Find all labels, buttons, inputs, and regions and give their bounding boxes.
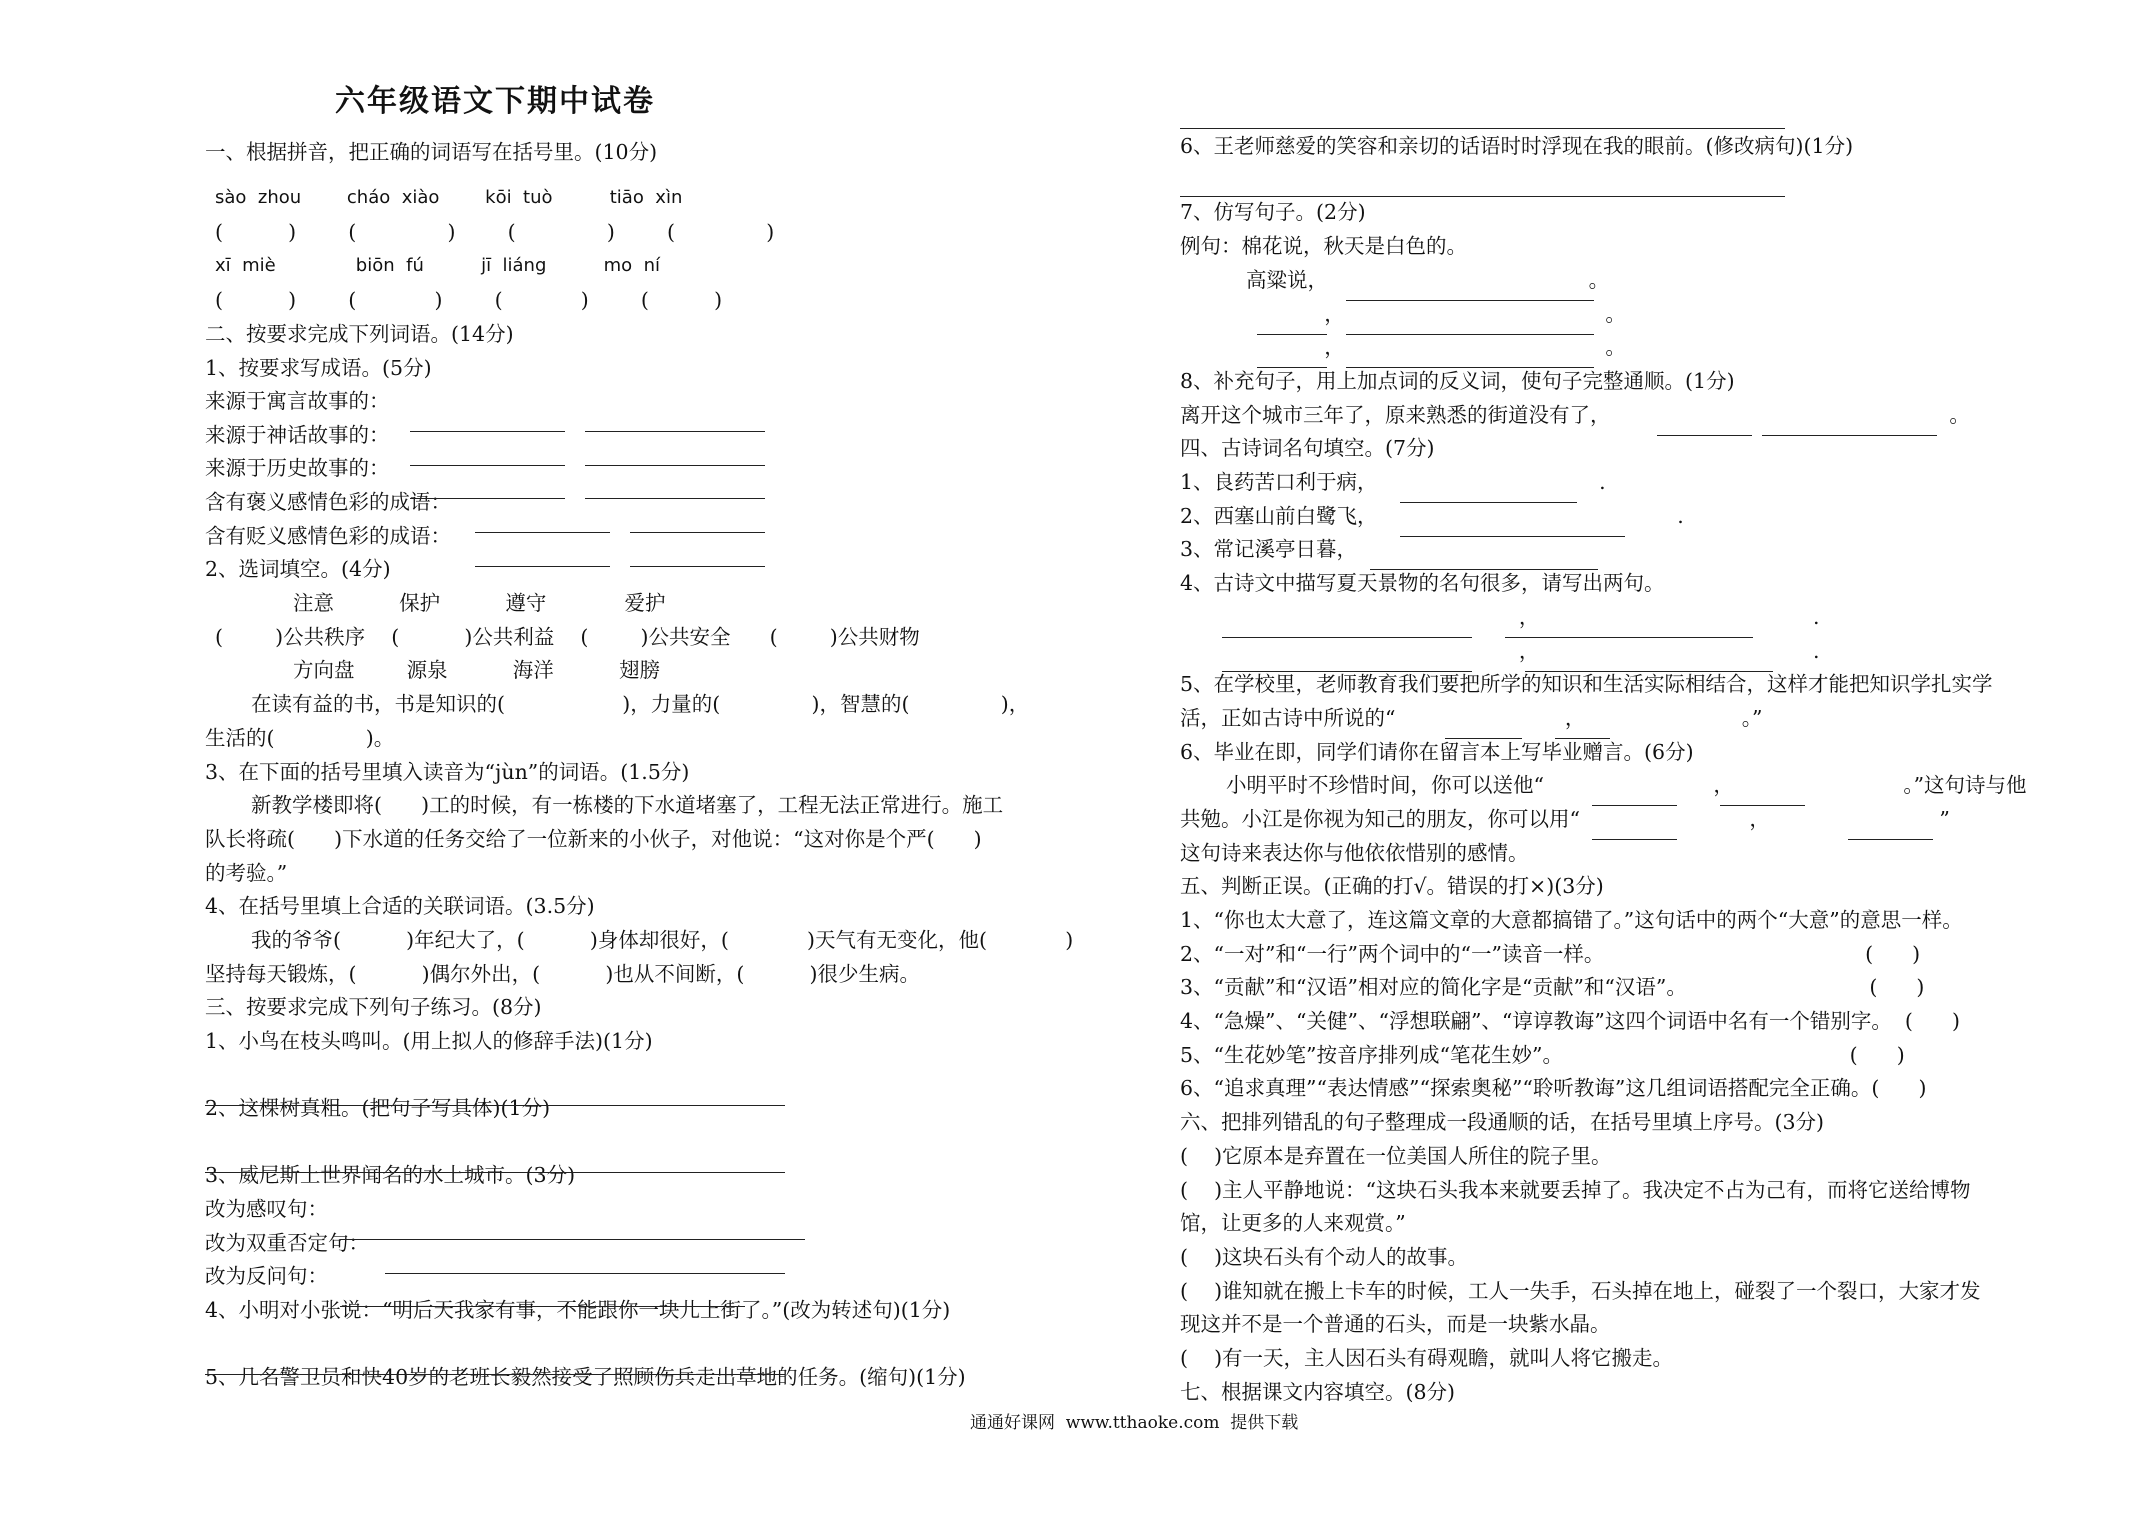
blank-line [340, 1306, 745, 1307]
text-line: 3、常记溪亭日暮， [1180, 537, 1358, 561]
blank-line [585, 498, 765, 499]
page-footer: 通通好课网 www.tthaoke.com 提供下载 [970, 1413, 1299, 1433]
text-line: 坚持每天锻炼，( )偶尔外出，( )也从不间断，( )很少生病。 [205, 962, 920, 986]
text-line: 队长将疏( )下水道的任务交给了一位新来的小伙子，对他说：“这对你是个严( ) [205, 827, 982, 851]
text-line: 我的爷爷( )年纪大了，( )身体却很好，( )天气有无变化，他( ) [251, 928, 1074, 952]
text-line: ( )它原本是弃置在一位美国人所住的院子里。 [1180, 1144, 1612, 1168]
page-title: 六年级语文下期中试卷 [335, 84, 655, 119]
text-line: 方向盘 源泉 海洋 翅膀 [293, 658, 660, 682]
blank-line [1346, 334, 1594, 335]
blank-line [1370, 569, 1598, 570]
blank-line [340, 1239, 805, 1240]
text-line: 小明平时不珍惜时间，你可以送他“ ， 。”这句诗与他 [1226, 773, 2027, 797]
text-line: 生活的( )。 [205, 726, 395, 750]
text-line: sào zhou cháo xiào kōi tuò tiāo xìn [215, 187, 683, 208]
text-line: 4、小明对小张说：“明后天我家有事，不能跟你一块儿上街了。”(改为转述句)(1分) [205, 1298, 951, 1322]
blank-line [1592, 839, 1677, 840]
blank-line [630, 532, 765, 533]
blank-line [1848, 839, 1933, 840]
text-line: xī miè biōn fú jī liáng mo ní [215, 255, 660, 276]
text-line: ， 。 [1246, 302, 1626, 326]
text-line: 7、仿写句子。(2分) [1180, 200, 1366, 224]
blank-line [1257, 367, 1327, 368]
text-line: 2、选词填空。(4分) [205, 557, 391, 581]
text-line: 2、“一对”和“一行”两个词中的“一”读音一样。 ( ) [1180, 942, 1921, 966]
text-line: 五、判断正误。(正确的打√。错误的打×)(3分) [1180, 874, 1604, 898]
blank-line [1222, 671, 1472, 672]
text-line: 现这并不是一个普通的石头，而是一块紫水晶。 [1180, 1312, 1611, 1336]
blank-line [475, 532, 610, 533]
blank-line [1525, 671, 1773, 672]
text-line: 4、古诗文中描写夏天景物的名句很多，请写出两句。 [1180, 571, 1665, 595]
text-line: 七、根据课文内容填空。(8分) [1180, 1380, 1456, 1404]
blank-line [1400, 536, 1625, 537]
blank-line [585, 465, 765, 466]
text-line: ( )这块石头有个动人的故事。 [1180, 1245, 1469, 1269]
text-line: 6、毕业在即，同学们请你在留言本上写毕业赠言。(6分) [1180, 740, 1694, 764]
text-line: 新教学楼即将( )工的时候，有一栋楼的下水道堵塞了，工程无法正常进行。施工 [251, 793, 1004, 817]
answer-line [1180, 196, 1785, 197]
text-line: ( )谁知就在搬上卡车的时候，工人一失手，石头掉在地上，碰裂了一个裂口，大家才发 [1180, 1279, 1981, 1303]
text-line: 这句诗来表达你与他依依惜别的感情。 [1180, 841, 1529, 865]
text-line: 3、威尼斯上世界闻名的水上城市。(3分) [205, 1163, 576, 1187]
text-line: 1、按要求写成语。(5分) [205, 356, 432, 380]
blank-line [1720, 805, 1805, 806]
blank-line [1222, 637, 1472, 638]
text-line: 二、按要求完成下列词语。(14分) [205, 322, 514, 346]
blank-line [385, 1273, 785, 1274]
answer-line [205, 1374, 785, 1375]
text-line: 2、西塞山前白鹭飞， . [1180, 504, 1684, 528]
blank-line [1762, 435, 1937, 436]
text-line: 8、补充句子，用上加点词的反义词，使句子完整通顺。(1分) [1180, 369, 1735, 393]
text-line: 改为双重否定句： [205, 1231, 369, 1255]
answer-line [205, 1172, 785, 1173]
text-line: 馆，让更多的人来观赏。” [1180, 1211, 1406, 1235]
blank-line [1346, 300, 1594, 301]
text-line: ( ) ( ) ( ) ( ) [215, 288, 723, 312]
text-line: 5、几名警卫员和快40岁的老班长毅然接受了照顾伤兵走出草地的任务。(缩句)(1分) [205, 1365, 966, 1389]
blank-line [1346, 367, 1594, 368]
text-line: 来源于寓言故事的： [205, 389, 390, 413]
text-line: 含有褒义感情色彩的成语： [205, 490, 451, 514]
text-line: 六、把排列错乱的句子整理成一段通顺的话，在括号里填上序号。(3分) [1180, 1110, 1825, 1134]
blank-line [1400, 502, 1577, 503]
text-line: 离开这个城市三年了，原来熟悉的街道没有了， 。 [1180, 403, 1970, 427]
blank-line [410, 431, 565, 432]
blank-line [1445, 738, 1522, 739]
blank-line [1505, 637, 1753, 638]
text-line: 改为反问句： [205, 1264, 328, 1288]
text-line: 共勉。小江是你视为知己的朋友，你可以用“ ， ” [1180, 807, 1950, 831]
text-line: 1、良药苦口利于病， . [1180, 470, 1606, 494]
blank-line [410, 465, 565, 466]
text-line: ， . [1180, 605, 1820, 629]
text-line: 高粱说， 。 [1246, 268, 1610, 292]
blank-line [475, 566, 610, 567]
text-line: 2、这棵树真粗。(把句子写具体)(1分) [205, 1096, 551, 1120]
blank-line [1592, 805, 1677, 806]
text-line: 注意 保护 遵守 爱护 [293, 591, 666, 615]
text-line: 5、在学校里，老师教育我们要把所学的知识和生活实际相结合，这样才能把知识学扎实学 [1180, 672, 1993, 696]
answer-line [205, 1105, 785, 1106]
text-line: 3、在下面的括号里填入读音为“jùn”的词语。(1.5分) [205, 760, 690, 784]
text-line: 四、古诗词名句填空。(7分) [1180, 436, 1435, 460]
text-line: ( )主人平静地说：“这块石头我本来就要丢掉了。我决定不占为己有，而将它送给博物 [1180, 1178, 1971, 1202]
text-line: ， . [1180, 639, 1820, 663]
text-line: 三、按要求完成下列句子练习。(8分) [205, 995, 542, 1019]
blank-line [585, 431, 765, 432]
text-line: 3、“贡献”和“汉语”相对应的简化字是“贡献”和“汉语”。 ( ) [1180, 975, 1925, 999]
text-line: 在读有益的书，书是知识的( )，力量的( )，智慧的( )， [251, 692, 1030, 716]
text-line: ( )有一天，主人因石头有碍观瞻，就叫人将它搬走。 [1180, 1346, 1674, 1370]
text-line: 的考验。” [205, 861, 288, 885]
text-line: ， 。 [1246, 335, 1626, 359]
text-line: 一、根据拼音，把正确的词语写在括号里。(10分) [205, 140, 658, 164]
text-line: 5、“生花妙笔”按音序排列成“笔花生妙”。 ( ) [1180, 1043, 1905, 1067]
text-line: 例句：棉花说，秋天是白色的。 [1180, 234, 1467, 258]
blank-line [410, 498, 565, 499]
text-line: ( ) ( ) ( ) ( ) [215, 220, 775, 244]
text-line: 6、王老师慈爱的笑容和亲切的话语时时浮现在我的眼前。(修改病句)(1分) [1180, 134, 1854, 158]
text-line: 6、“追求真理”“表达情感”“探索奥秘”“聆听教诲”这几组词语搭配完全正确。( ) [1180, 1076, 1927, 1100]
text-line: 1、“你也太大意了，连这篇文章的大意都搞错了。”这句话中的两个“大意”的意思一样。 [1180, 908, 1963, 932]
text-line: 来源于神话故事的： [205, 423, 390, 447]
text-line: 4、在括号里填上合适的关联词语。(3.5分) [205, 894, 595, 918]
blank-line [1657, 435, 1752, 436]
blank-line [1555, 738, 1610, 739]
answer-line [1180, 128, 1785, 129]
blank-line [1257, 334, 1327, 335]
blank-line [630, 566, 765, 567]
text-line: 1、小鸟在枝头鸣叫。(用上拟人的修辞手法)(1分) [205, 1029, 653, 1053]
text-line: 改为感叹句： [205, 1197, 328, 1221]
text-line: 活，正如古诗中所说的“ ， 。” [1180, 706, 1763, 730]
text-line: 4、“急燥”、“关健”、“浮想联翩”、“谆谆教诲”这四个词语中名有一个错别字。 ( ) [1180, 1009, 1961, 1033]
text-line: 含有贬义感情色彩的成语： [205, 524, 451, 548]
text-line: ( )公共秩序 ( )公共利益 ( )公共安全 ( )公共财物 [215, 625, 920, 649]
text-line: 来源于历史故事的： [205, 456, 390, 480]
